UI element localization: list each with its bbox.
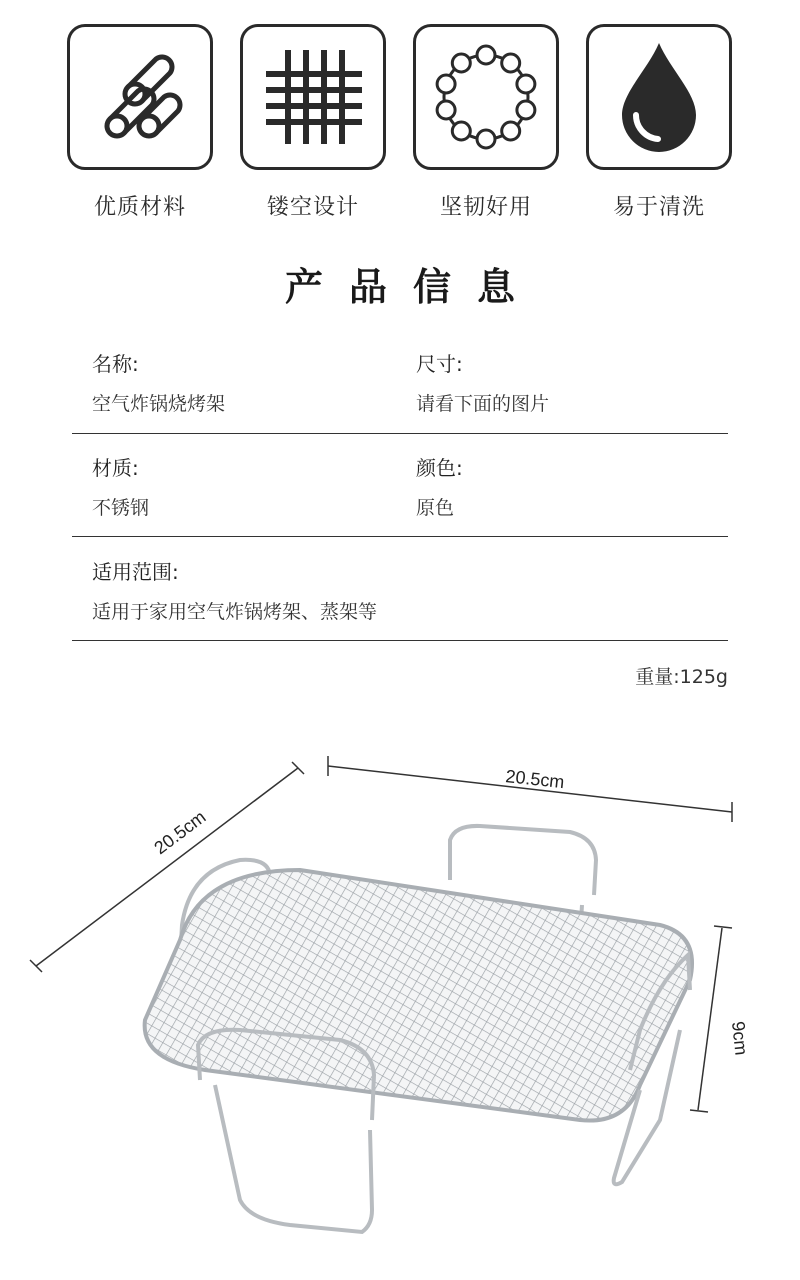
divider (72, 536, 728, 537)
color-label: 颜色: (416, 456, 463, 480)
name-field (92, 348, 225, 416)
feature-label: 优质材料 (93, 195, 186, 220)
ring-beads-icon (428, 39, 544, 155)
name-value: 空气炸锅烧烤架 (92, 393, 226, 415)
ring-bead (452, 54, 470, 72)
usage-label: 适用范围: (92, 560, 179, 584)
ring-bead (477, 130, 495, 148)
dimension-top-label: 20.5cm (504, 766, 566, 793)
feature-row (0, 24, 800, 224)
divider (72, 433, 728, 434)
logs-icon (90, 47, 190, 147)
color-value: 原色 (416, 497, 455, 519)
ring-bead (437, 75, 455, 93)
feature-icon-box (240, 24, 386, 170)
size-field (416, 348, 549, 416)
ring-bead (452, 122, 470, 140)
ring-bead (477, 46, 495, 64)
ring-bead (517, 101, 535, 119)
usage-value: 适用于家用空气炸锅烤架、蒸架等 (92, 601, 378, 623)
name-label: 名称: (92, 352, 139, 376)
size-label: 尺寸: (416, 352, 463, 376)
feature-easy-clean (584, 24, 734, 221)
material-label: 材质: (92, 456, 139, 480)
dimension-left-label: 20.5cm (150, 806, 210, 859)
feature-quality-material (65, 24, 215, 221)
material-field (92, 452, 149, 520)
product-info (72, 348, 728, 648)
weight-label: 重量:125g (635, 666, 728, 688)
rack-illustration (0, 730, 800, 1276)
usage-field (92, 556, 377, 624)
divider (72, 640, 728, 641)
dimension-height-label: 9cm (728, 1020, 752, 1057)
feature-label: 镂空设计 (266, 195, 359, 220)
color-field (416, 452, 463, 520)
size-value: 请看下面的图片 (416, 393, 550, 415)
water-drop-icon (614, 39, 704, 155)
feature-icon-box (413, 24, 559, 170)
feature-label: 坚韧好用 (439, 195, 532, 220)
ring-bead (517, 75, 535, 93)
ring-bead (502, 54, 520, 72)
feature-icon-box (586, 24, 732, 170)
product-diagram (0, 730, 800, 1276)
ring-bead (502, 122, 520, 140)
ring-bead (437, 101, 455, 119)
feature-icon-box (67, 24, 213, 170)
feature-label: 易于清洗 (612, 195, 705, 220)
grid-icon (258, 42, 368, 152)
material-value: 不锈钢 (92, 497, 150, 519)
feature-durable (411, 24, 561, 221)
dimension-top (328, 756, 732, 822)
dimension-height (690, 926, 732, 1112)
section-title: 产品信息 (284, 265, 541, 309)
feature-hollow-design (238, 24, 388, 221)
